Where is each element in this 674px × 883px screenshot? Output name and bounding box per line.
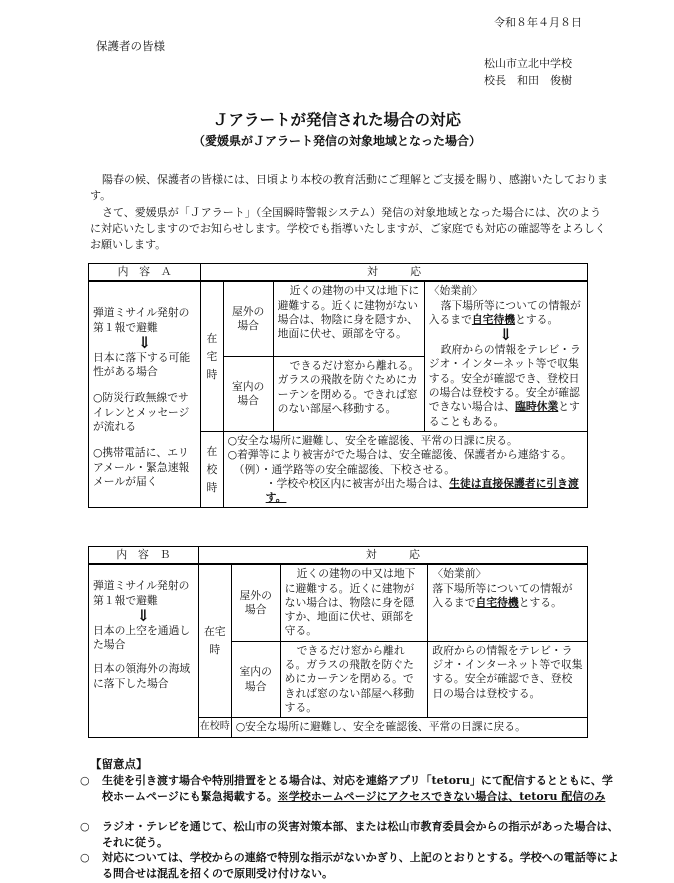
note-1 — [80, 773, 620, 804]
table-a-example-2: ・学校や校区内に被害が出た場合は、生徒は直接保護者に引き渡す。 — [265, 476, 579, 505]
table-b-content-3: 日本の領海外の海域に落下した場合 — [93, 662, 191, 690]
note-3 — [80, 850, 620, 881]
note-2 — [80, 819, 620, 850]
notes-heading: 【留意点】 — [90, 757, 148, 771]
table-a-content-4: ○携帯電話に、エリアメール・緊急速報メールが届く — [93, 446, 190, 488]
table-b-at-home-label: 在宅時 — [198, 564, 231, 717]
down-arrow-icon: ⇓ — [499, 325, 513, 345]
intro-paragraph-2: さて、愛媛県が「Ｊアラート」（全国瞬時警報システム）発信の対象地域となった場合には、次のように対応いたしますのでお知らせします。学校でも指導いたしますが、ご家庭でも対応の確認等をよろしくお願いします。 — [90, 206, 606, 251]
bullet-circle-icon: ○ — [80, 774, 90, 787]
table-a-home-response — [424, 281, 587, 431]
addressee: 保護者の皆様 — [96, 39, 165, 53]
table-a-school-response — [223, 431, 587, 507]
table-a-header-content: 内 容 Ａ — [89, 264, 201, 282]
table-b-content-1: 弾道ミサイル発射の第１報で避難 — [93, 579, 190, 607]
table-a-content-3: ○防災行政無線でサイレンとメッセージが流れる — [93, 391, 190, 434]
table-b-content-2: 日本の上空を通過した場合 — [93, 623, 191, 652]
table-a-header-response: 対 応 — [201, 264, 588, 282]
table-a-indoor-label: 室内の場合 — [223, 357, 273, 432]
note-3-text: 対応については、学校からの連絡で特別な指示がないかぎり、上記のとおりとする。学校への電話等による問合せは混乱を招くので原則受け付けない。 — [102, 851, 619, 880]
table-b-pre-school: 〈始業前〉 — [432, 567, 487, 581]
closure-emphasis: 臨時休業 — [515, 400, 559, 414]
table-b-outdoor-text: 近くの建物の中又は地下に避難する。近くに建物がない場合は、物陰に身を隠すか、地面に伏せ、頭部を守る。 — [280, 564, 428, 641]
table-b-header-content: 内 容 Ｂ — [89, 547, 199, 565]
document-subtitle: （愛媛県がＪアラート発信の対象地域となった場合） — [192, 134, 481, 148]
table-b-content-cell — [89, 564, 199, 737]
document-title: Ｊアラートが発信された場合の対応 — [212, 111, 461, 129]
table-a-school-line-2: ○着弾等により被害がでた場合は、安全確認後、保護者から連絡する。 — [227, 448, 572, 462]
table-a-pre-school: 〈始業前〉 — [428, 284, 483, 298]
bullet-circle-icon: ○ — [80, 820, 90, 833]
response-table-b — [88, 546, 588, 738]
down-arrow-icon: ⇓ — [137, 332, 152, 352]
note-2-text: ラジオ・テレビを通じて、松山市の災害対策本部、または松山市教育委員会からの指示があった場合は、それに従う。 — [102, 820, 619, 849]
table-a-at-school-label: 在校時 — [201, 431, 223, 507]
table-a-indoor-text: できるだけ窓から離れる。ガラスの飛散を防ぐためにカーテンを閉める。できれば窓のない部屋へ移動する。 — [273, 357, 424, 432]
table-a-outdoor-text: 近くの建物の中又は地下に避難する。近くに建物がない場合は、物陰に身を隠すか、地面に伏せ、頭部を守る。 — [273, 281, 424, 356]
bullet-circle-icon: ○ — [80, 851, 90, 864]
table-b-header-response: 対 応 — [198, 547, 587, 565]
standby-emphasis: 自宅待機 — [475, 595, 519, 609]
table-a-content-cell — [89, 281, 201, 508]
table-a-at-home-label: 在宅時 — [201, 281, 223, 431]
principal-name: 校長 和田 俊樹 — [484, 74, 572, 87]
table-b-pre-school-cell — [428, 564, 588, 641]
table-b-standby-text: 落下場所等についての情報が入るまで自宅待機とする。 — [432, 581, 573, 609]
handover-emphasis: 生徒は直接保護者に引き渡す。 — [265, 476, 579, 505]
school-name: 松山市立北中学校 — [484, 57, 572, 70]
note-1-emphasis: ※学校ホームページにアクセスできない場合は、tetoru 配信のみ — [277, 789, 606, 803]
document-date: 令和８年４月８日 — [494, 16, 582, 29]
table-b-gov-text: 政府からの情報をテレビ・ラジオ・インターネット等で収集する。安全が確認でき、登校日の場合は登校する。 — [428, 641, 588, 717]
standby-emphasis: 自宅待機 — [471, 312, 516, 326]
note-1-text: 生徒を引き渡す場合や特別措置をとる場合は、対応を連絡アプリ「tetoru」にて配信するとともに、学校ホームページにも緊急掲載する。 — [102, 774, 613, 803]
table-a-school-line-1: ○安全な場所に避難し、安全を確認後、平常の日課に戻る。 — [227, 433, 518, 447]
down-arrow-icon: ⇓ — [136, 605, 151, 625]
table-b-school-response: ○安全な場所に避難し、安全を確認後、平常の日課に戻る。 — [231, 718, 587, 737]
table-a-content-2: 日本に落下する可能性がある場合 — [93, 350, 191, 379]
table-a-content-1: 弾道ミサイル発射の第１報で避難 — [93, 306, 190, 334]
table-b-indoor-text: できるだけ窓から離れる。ガラスの飛散を防ぐためにカーテンを閉める。できれば窓のない部屋へ移動する。 — [280, 641, 428, 717]
intro-paragraph-1: 陽春の候、保護者の皆様には、日頃より本校の教育活動にご理解とご支援を賜り、感謝いたしております。 — [90, 173, 608, 202]
sender-block — [484, 55, 572, 89]
response-table-a — [88, 263, 588, 508]
table-a-gov-text: 政府からの情報をテレビ・ラジオ・インターネット等で収集する。安全が確認でき、登校日の場合は登校する。安全が確認できない場合は、臨時休業とすることもある。 — [428, 343, 581, 428]
table-a-standby-text: 落下場所等についての情報が入るまで自宅待機とする。 — [428, 298, 581, 326]
table-b-outdoor-label: 屋外の場合 — [231, 564, 280, 641]
table-a-example-1: （例）・通学路等の安全確認後、下校させる。 — [233, 462, 456, 476]
table-b-indoor-label: 室内の場合 — [231, 641, 280, 717]
table-a-outdoor-label: 屋外の場合 — [223, 281, 273, 356]
table-b-at-school-label: 在校時 — [198, 718, 231, 737]
